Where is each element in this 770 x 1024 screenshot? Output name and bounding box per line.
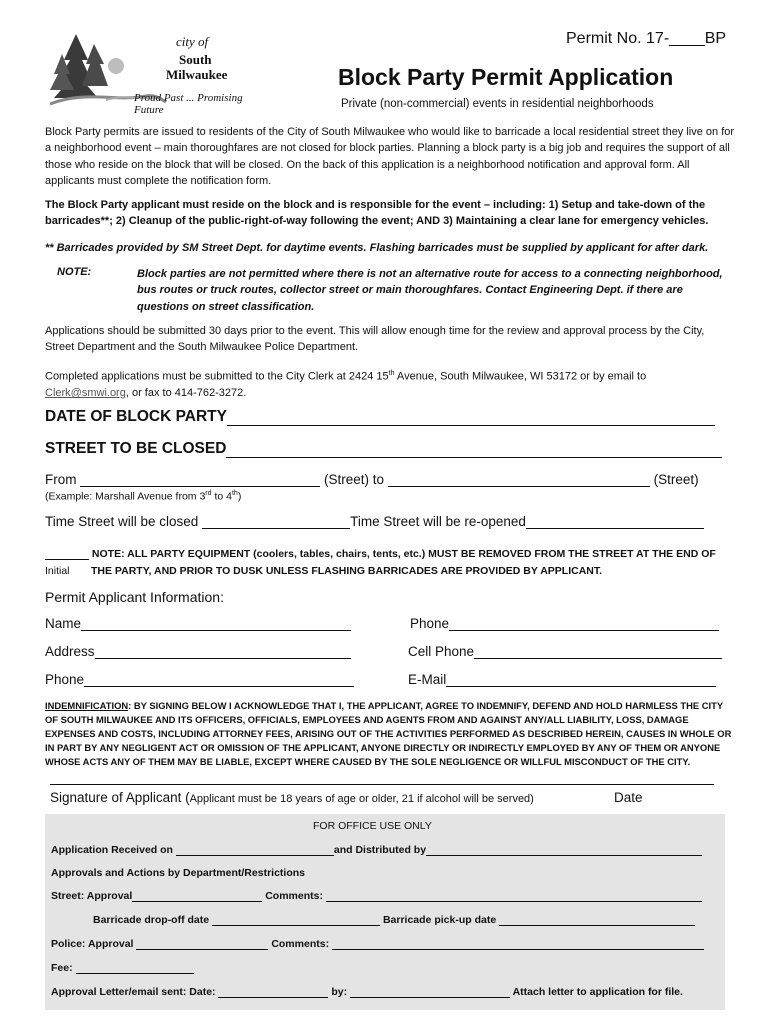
letter-sent-row <box>51 986 683 998</box>
responsibility-paragraph: The Block Party applicant must reside on the block and is responsible for the event – including: 1) Setup and take-down of the barricades**; 2) Cleanup of the public-right-of-way following the event; AND 3) Maintaining a clear lane for emergency vehicles. <box>45 199 709 228</box>
street-approval-row <box>51 890 702 902</box>
from-to-row <box>45 472 699 487</box>
cell-phone-field[interactable] <box>474 644 722 659</box>
letter-sent-date-field[interactable] <box>218 986 328 998</box>
attach-letter-note: Attach letter to application for file. <box>512 986 683 998</box>
phone-row <box>410 616 719 631</box>
signature-field[interactable] <box>50 784 714 785</box>
office-use-box <box>45 814 725 1010</box>
completed-text-after: Avenue, South Milwaukee, WI 53172 or by email to <box>394 370 647 383</box>
address-row <box>45 644 351 659</box>
address-field[interactable] <box>95 644 351 659</box>
page-title: Block Party Permit Application <box>338 64 674 90</box>
permit-number[interactable]: Permit No. 17-____BP <box>566 30 727 47</box>
phone-label: Phone <box>410 616 450 631</box>
letter-sent-label: Approval Letter/email sent: Date: <box>51 986 216 998</box>
phone2-label: Phone <box>45 672 85 687</box>
name-row <box>45 616 351 631</box>
to-street-field[interactable] <box>388 472 650 487</box>
street-closed-field[interactable] <box>226 443 722 458</box>
dropoff-label: Barricade drop-off date <box>93 914 210 926</box>
note-label: NOTE: <box>57 266 92 278</box>
initial-field[interactable] <box>45 548 89 560</box>
example-text-b: to 4 <box>211 490 232 503</box>
phone2-row <box>45 672 354 687</box>
police-comments-label: Comments: <box>271 938 330 950</box>
pickup-date-field[interactable] <box>499 914 695 926</box>
page-subtitle: Private (non-commercial) events in residential neighborhoods <box>341 98 654 110</box>
clerk-email-link[interactable]: Clerk@smwi.org <box>45 387 126 400</box>
time-reopened-label: Time Street will be re-opened <box>350 514 526 529</box>
signature-date-label: Date <box>614 790 643 805</box>
from-label: From <box>45 472 77 487</box>
fee-row <box>51 962 194 974</box>
example-sup-1: rd <box>205 490 212 497</box>
pickup-label: Barricade pick-up date <box>382 914 497 926</box>
street-approval-field[interactable] <box>132 890 262 902</box>
police-approval-row <box>51 938 704 950</box>
barricades-note: ** Barricades provided by SM Street Dept. for daytime events. Flashing barricades must be supplied by applicant for after dark. <box>45 242 709 254</box>
address-label: Address <box>45 644 95 659</box>
fee-label: Fee: <box>51 962 73 974</box>
name-field[interactable] <box>81 616 351 631</box>
distributed-by-field[interactable] <box>426 844 702 856</box>
phone-field[interactable] <box>449 616 719 631</box>
completed-fax: , or fax to 414-762-3272. <box>125 387 247 400</box>
letter-by-field[interactable] <box>350 986 510 998</box>
from-street-field[interactable] <box>80 472 320 487</box>
signature-note: Applicant must be 18 years of age or older, 21 if alcohol will be served) <box>189 793 534 805</box>
time-reopened-field[interactable] <box>526 514 704 529</box>
cell-phone-label: Cell Phone <box>408 644 475 659</box>
equipment-text-1: NOTE: ALL PARTY EQUIPMENT (coolers, tables, chairs, tents, etc.) MUST BE REMOVED FROM THE STREET AT THE END OF <box>91 548 716 560</box>
police-approval-field[interactable] <box>136 938 268 950</box>
street-to-label: (Street) to <box>324 472 385 487</box>
applicant-heading: Permit Applicant Information: <box>45 589 224 605</box>
name-label: Name <box>45 616 82 631</box>
street-closed-row <box>45 440 722 458</box>
dropoff-date-field[interactable] <box>212 914 380 926</box>
completed-sup: th <box>388 370 395 377</box>
logo-city-of: city of <box>176 34 209 49</box>
barricade-dates-row <box>93 914 695 926</box>
police-approval-label: Police: Approval <box>51 938 134 950</box>
street-closed-label: STREET TO BE CLOSED <box>45 440 227 457</box>
time-closed-field[interactable] <box>202 514 350 529</box>
street-end-label: (Street) <box>653 472 699 487</box>
phone2-field[interactable] <box>84 672 354 687</box>
date-of-party-field[interactable] <box>227 411 715 426</box>
example-sup-2: th <box>231 490 238 497</box>
signature-label-row <box>50 790 534 805</box>
logo-city-name-1: South <box>179 52 212 67</box>
street-comments-field[interactable] <box>326 890 702 902</box>
street-approval-label: Street: Approval <box>51 890 133 902</box>
email-label: E-Mail <box>408 672 447 687</box>
signature-label: Signature of Applicant ( <box>50 790 190 805</box>
cell-phone-row <box>408 644 722 659</box>
equipment-line-1 <box>45 548 716 560</box>
street-comments-label: Comments: <box>265 890 323 902</box>
fee-field[interactable] <box>76 962 194 974</box>
date-of-party-row <box>45 408 715 426</box>
indemnification-paragraph <box>45 699 735 769</box>
logo-city-name-2: Milwaukee <box>166 67 228 82</box>
office-use-heading: FOR OFFICE USE ONLY <box>313 820 432 832</box>
distributed-label: and Distributed by <box>333 844 427 856</box>
submission-paragraph: Applications should be submitted 30 days prior to the event. This will allow enough time for the review and approval process by the City, Street Department and the South Milwaukee Police Department. <box>45 325 705 354</box>
received-label: Application Received on <box>51 844 173 856</box>
time-row <box>45 514 704 529</box>
letter-by-label: by: <box>331 986 348 998</box>
note-text: Block parties are not permitted where there is not an alternative route for access to a connecting neighborhood, bus routes or truck routes, collector street or main thoroughfares. Contact Engineering Dept. if there are questions on street classification. <box>137 268 723 313</box>
example-text-c: ) <box>237 490 242 503</box>
received-date-field[interactable] <box>176 844 334 856</box>
indemnification-label: INDEMNIFICATION <box>45 700 129 711</box>
example-row <box>45 490 241 503</box>
time-closed-label: Time Street will be closed <box>45 514 199 529</box>
equipment-line-2 <box>45 565 602 577</box>
police-comments-field[interactable] <box>332 938 704 950</box>
email-field[interactable] <box>446 672 716 687</box>
date-of-party-label: DATE OF BLOCK PARTY <box>45 408 227 425</box>
email-row <box>408 672 716 687</box>
indemnification-text: : BY SIGNING BELOW I ACKNOWLEDGE THAT I, THE APPLICANT, AGREE TO INDEMNIFY, DEFEND AND HOLD HARMLESS THE CITY OF SOUTH MILWAUKEE AND ITS OFFICERS, OFFICIALS, EMPLOYEES AND AGENTS FROM AND AGAINST ANY/ALL LIABILITY, LOSS, DAMAGE EXPENSES AND COSTS, INCLUDING ATTORNEY FEES, ARISING OUT OF THE ACTIVITIES PERFORMED AS DESCRIBED HEREIN, CAUSES IN WHOLE OR IN PART BY ANY NEGLIGENT ACT OR OMISSION OF THE APPLICANT, ANYONE DIRECTLY OR INDIRECTLY EMPLOYED BY ANY OF THEM OR ANYONE WHOSE ACTS ANY OF THEM MAY BE LIABLE, EXCEPT WHERE CAUSED BY THE SOLE NEGLIGENCE OR WILLFUL MISCONDUCT OF THE CITY. <box>45 700 732 767</box>
city-logo <box>46 30 266 116</box>
received-row <box>51 844 702 856</box>
completed-text-before: Completed applications must be submitted to the City Clerk at 2424 15 <box>45 370 389 383</box>
initial-label: Initial <box>45 565 70 577</box>
example-text-a: (Example: Marshall Avenue from 3 <box>45 490 206 503</box>
approvals-heading: Approvals and Actions by Department/Restrictions <box>51 867 305 879</box>
logo-tagline: Proud Past ... Promising Future <box>134 92 243 116</box>
completed-paragraph <box>45 366 735 401</box>
equipment-text-2: THE PARTY, AND PRIOR TO DUSK UNLESS FLASHING BARRICADES ARE PROVIDED BY APPLICANT. <box>91 565 603 577</box>
intro-paragraph: Block Party permits are issued to residents of the City of South Milwaukee who would like to barricade a local residential street they live on for a neighborhood event – main thoroughfares are not closed for block parties. Planning a block party is a big job and requires the support of all those who reside on the block that will be closed. On the back of this application is a neighborhood notification and approval form. All applicants must complete the notification form. <box>45 126 735 188</box>
